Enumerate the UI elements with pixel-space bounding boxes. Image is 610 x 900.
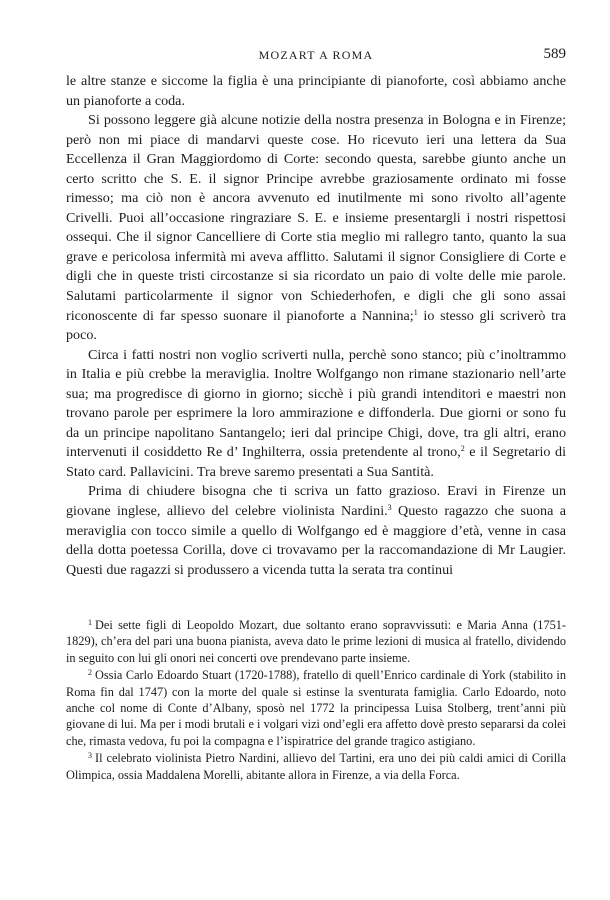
paragraph-text: le altre stanze e siccome la figlia è una principiante di pianoforte, così abbiamo anche un pianoforte a coda. (66, 73, 566, 109)
paragraph-text: Circa i fatti nostri non voglio scriverti nulla, perchè sono stanco; più c’inoltrammo in Italia e più crebbe la meraviglia. Inoltre Wolfgango non rimane stazionario nell’arte sua; ma progredisce di giorno in giorno; sicchè i più grandi intenditori e maestri non trovano parole per esprimere la loro ammirazione e diffonderla. Due giorni or sono fu da un principe napolitano Santangelo; ieri dal principe Chigi, dove, tra gli altri, erano intervenuti il cosiddetto Re d’ Inghilterra, ossia pretendente al trono, (66, 346, 566, 461)
body-paragraph (66, 72, 566, 111)
footnote-reference: 2 (460, 444, 465, 454)
footnote-text: Dei sette figli di Leopoldo Mozart, due soltanto erano sopravvissuti: e Maria Anna (1751-1829), ch’era del pari una buona pianista, aveva dato le prime lezioni di musica al fratello, dividendo in seguito con lui gli onori nei concerti ove prendevano parte insieme. (66, 618, 566, 665)
body-paragraph (66, 111, 566, 346)
footnotes (66, 617, 566, 784)
page-number: 589 (543, 46, 566, 62)
paragraph-text: Prima di chiudere bisogna che ti scriva un fatto grazioso. Eravi in Firenze un giovane inglese, allievo del celebre violinista Nardini. (66, 483, 566, 520)
paragraph-text: Questo ragazzo che suona a meraviglia con tocco simile a quello di Wolfgango ed è maggiore d’età, venne in casa della dotta poetessa Corilla, dove ci trovavamo per la raccomandazione di Mr Laugier. Questi due ragazzi si produssero a vicenda tutta la serata tra continui (66, 503, 566, 578)
footnote-number: 2 (88, 668, 92, 678)
body-text (66, 72, 566, 580)
footnote-text: Il celebrato violinista Pietro Nardini, allievo del Tartini, era uno dei più caldi amici di Corilla Olimpica, ossia Maddalena Morelli, abitante allora in Firenze, a via della Forca. (66, 751, 566, 782)
footnote-reference: 3 (387, 503, 392, 513)
footnote (66, 667, 566, 749)
paragraph-text: e il Segretario di Stato card. Pallavicini. Tra breve saremo presentati a Sua Santità. (66, 444, 567, 480)
paragraph-text: io stesso gli scriverò tra poco. (66, 307, 567, 344)
footnote-number: 3 (88, 751, 92, 761)
footnote-number: 1 (88, 618, 92, 627)
body-paragraph (66, 346, 566, 483)
footnote-reference: 1 (413, 307, 418, 317)
footnote-text: Ossia Carlo Edoardo Stuart (1720-1788), fratello di quell’Enrico cardinale di York (stabilito in Roma fin dal 1747) con la morte del quale si estinse la sventurata famiglia. Carlo Edoardo, noto anche col nome di Conte d’Albany, sposò nel 1772 la principessa Luisa Stolberg, trent’anni più giovane di lui. Ma per i modi brutali e i volgari vizi ond’egli era affetto dovè presto separarsi da colei che, rimasta vedova, fu poi la compagna e l’ispiratrice del grande tragico astigiano. (66, 668, 566, 748)
running-title: MOZART A ROMA (258, 48, 374, 62)
paragraph-text: Si possono leggere già alcune notizie della nostra presenza in Bologna e in Firenze; però non mi piace di mandarvi queste cose. Ho ricevuto ieri una lettera da Sua Eccellenza il Gran Maggiordomo di Corte: secondo questa, sarebbe giunto anche un certo scritto che S. E. il signor Principe avrebbe graziosamente ordinato mi fosse rimesso; ma ciò non è ancora avvenuto ed inutilmente mi sono rivolto all’agente Crivelli. Puoi all’occasione ringraziare S. E. e insieme presentargli i nostri rispettosi ossequi. Che il signor Cancelliere di Corte stia meglio mi rallegro tanto, quanto la sua grave e pericolosa infermità mi aveva afflitto. Salutami il signor Consigliere di Corte e digli che in queste tristi circostanze si sia ricordato un paio di volte delle mie parole. Salutami particolarmente il signor von Schiederhofen, e digli che gli sono assai riconoscente di far spesso suonare il pianoforte a Nannina; (66, 112, 566, 324)
footnote (66, 617, 566, 666)
footnote (66, 750, 566, 783)
running-head (66, 46, 566, 66)
body-paragraph (66, 482, 566, 580)
